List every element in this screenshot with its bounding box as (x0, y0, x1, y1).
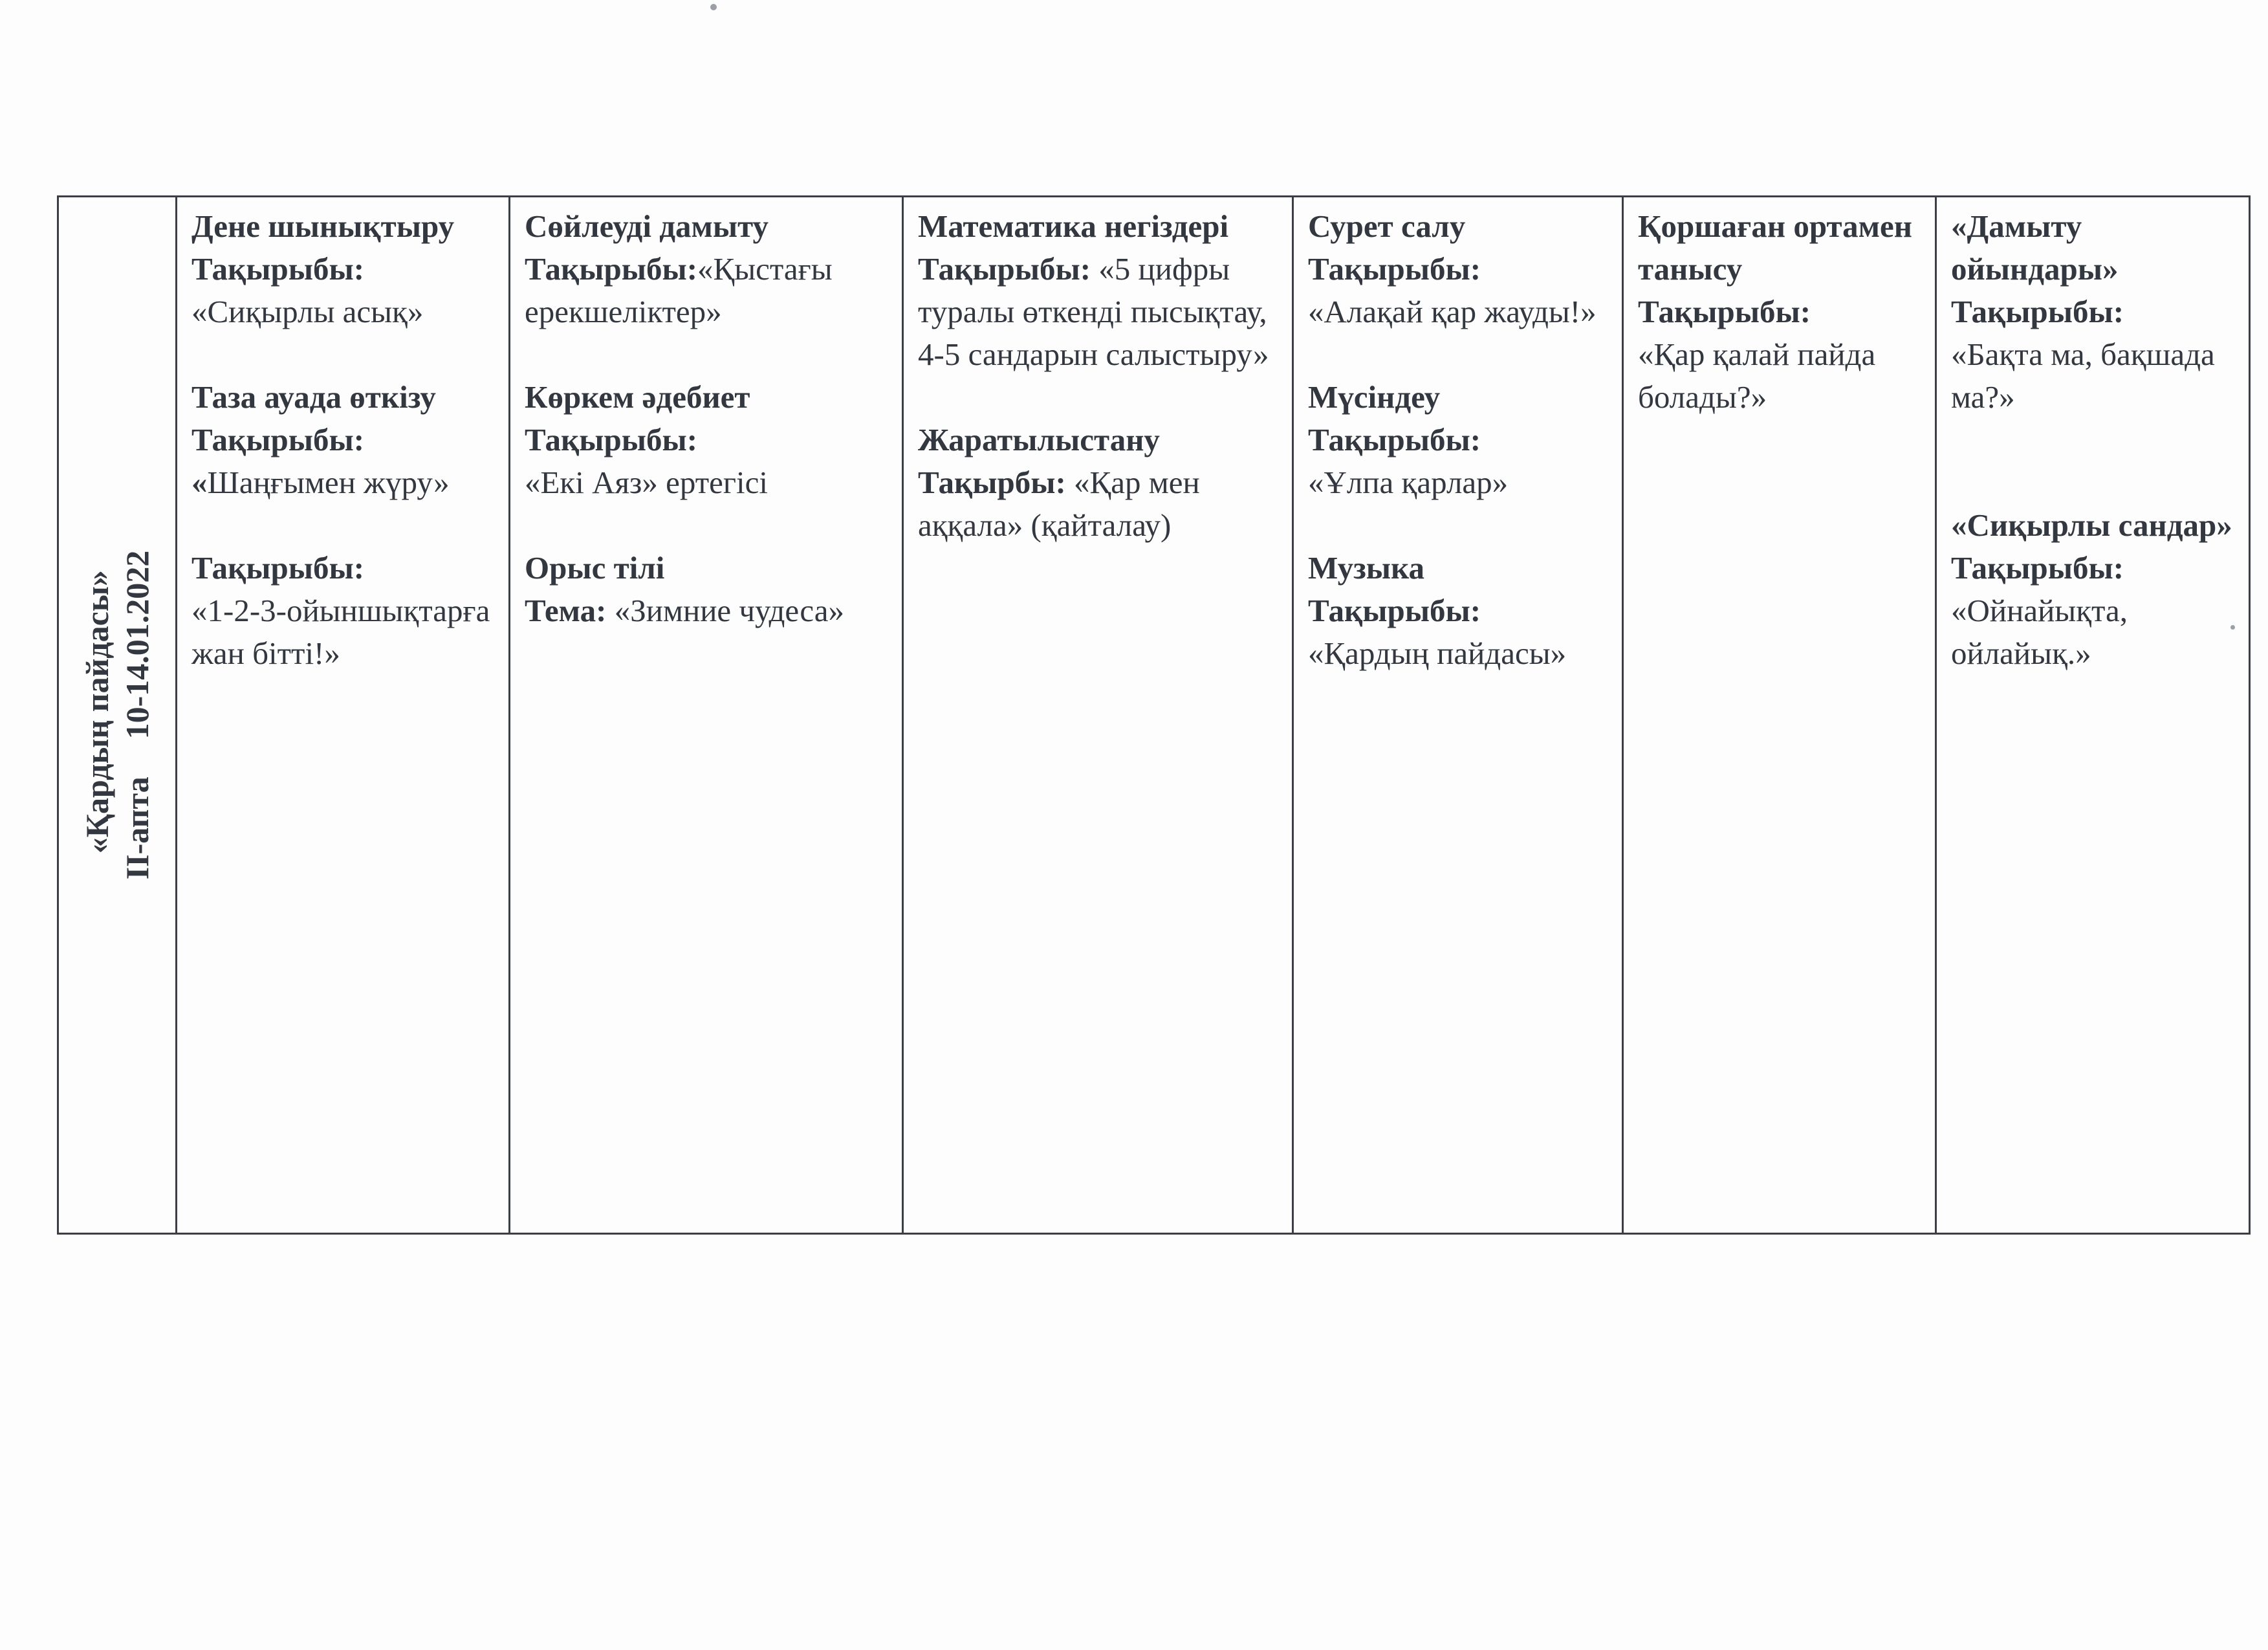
subject-label: Таза ауада өткізу (191, 379, 436, 415)
week-label: II-апта (119, 776, 155, 880)
column-3 (903, 197, 1293, 1234)
topic-line (918, 461, 1278, 547)
topic-text-wrap (191, 461, 494, 504)
topic-text: «1-2-3-ойыншықтарға жан бітті!» (191, 593, 490, 671)
topic-label: Тақырыбы: (191, 550, 365, 586)
topic-quote: « (191, 465, 208, 500)
topic-text: «Зимние чудеса» (614, 593, 844, 628)
subject-label: Көркем әдебиет (525, 379, 750, 415)
plan-row (58, 197, 2250, 1234)
topic-label: Тақырыбы: (1638, 294, 1811, 329)
topic-label: Тақырыбы: (918, 251, 1091, 287)
topic-text: Шаңғымен жүру» (207, 465, 450, 500)
subject-label: Мүсіндеу (1308, 379, 1441, 415)
column-6 (1936, 197, 2250, 1234)
topic-label: Тақырыбы: (191, 251, 365, 287)
topic-line (918, 248, 1278, 376)
week-label-dates (117, 551, 157, 880)
week-heading (77, 551, 157, 880)
topic-text: «Қар мен аққала» (қайталау) (918, 465, 1200, 543)
topic-text: «Алақай қар жауды!» (1308, 294, 1597, 329)
subject-label: Жаратылыстану (918, 422, 1160, 457)
subject-label: Дене шынықтыру (191, 208, 455, 244)
topic-line (525, 248, 888, 333)
subject-label: Сурет салу (1308, 208, 1466, 244)
topic-line (525, 589, 888, 632)
subject-label: Математика негіздері (918, 208, 1229, 244)
week-topic: «Қардың пайдасы» (79, 570, 115, 854)
topic-text: «Қар қалай пайда болады?» (1638, 336, 1876, 415)
scan-speck (710, 4, 717, 10)
subject-label: Орыс тілі (525, 550, 665, 586)
topic-label: Тақырыбы: (525, 422, 698, 457)
topic-label: Тақырыбы: (1951, 550, 2124, 586)
topic-label: Тақырыбы: (1308, 593, 1481, 628)
topic-text: «5 цифры туралы өткенді пысықтау, 4-5 сандарын салыстыру» (918, 251, 1269, 372)
subject-label: Қоршаған ортамен танысу (1638, 208, 1913, 287)
topic-text: «Қыстағы ерекшеліктер» (525, 251, 833, 329)
column-1 (177, 197, 510, 1234)
topic-label: Тақырыбы: (525, 251, 698, 287)
topic-text: «Бақта ма, бақшада ма?» (1951, 336, 2215, 415)
topic-label: Тақырбы: (918, 465, 1066, 500)
topic-label: Тақырыбы: (1308, 251, 1481, 287)
column-4 (1293, 197, 1623, 1234)
week-dates: 10-14.01.2022 (119, 550, 155, 740)
topic-label: Тема: (525, 593, 607, 628)
subject-label: Сөйлеуді дамыту (525, 208, 769, 244)
topic-label: Тақырыбы: (1308, 422, 1481, 457)
weekly-plan-table (57, 195, 2251, 1235)
column-5 (1623, 197, 1936, 1234)
topic-text: «Ұлпа қарлар» (1308, 465, 1509, 500)
subject-label: Музыка (1308, 550, 1425, 586)
topic-label: Тақырыбы: (1951, 294, 2124, 329)
topic-text: «Ойнайықта, ойлайық.» (1951, 593, 2128, 671)
topic-text: «Екі Аяз» ертегісі (525, 465, 768, 500)
topic-text: «Сиқырлы асық» (191, 294, 424, 329)
subject-label: «Дамыту ойындары» (1951, 208, 2119, 287)
subject-label: «Сиқырлы сандар» (1951, 507, 2232, 543)
topic-text: «Қардың пайдасы» (1308, 635, 1567, 671)
week-cell (58, 197, 177, 1234)
topic-label: Тақырыбы: (191, 422, 365, 457)
column-2 (510, 197, 903, 1234)
